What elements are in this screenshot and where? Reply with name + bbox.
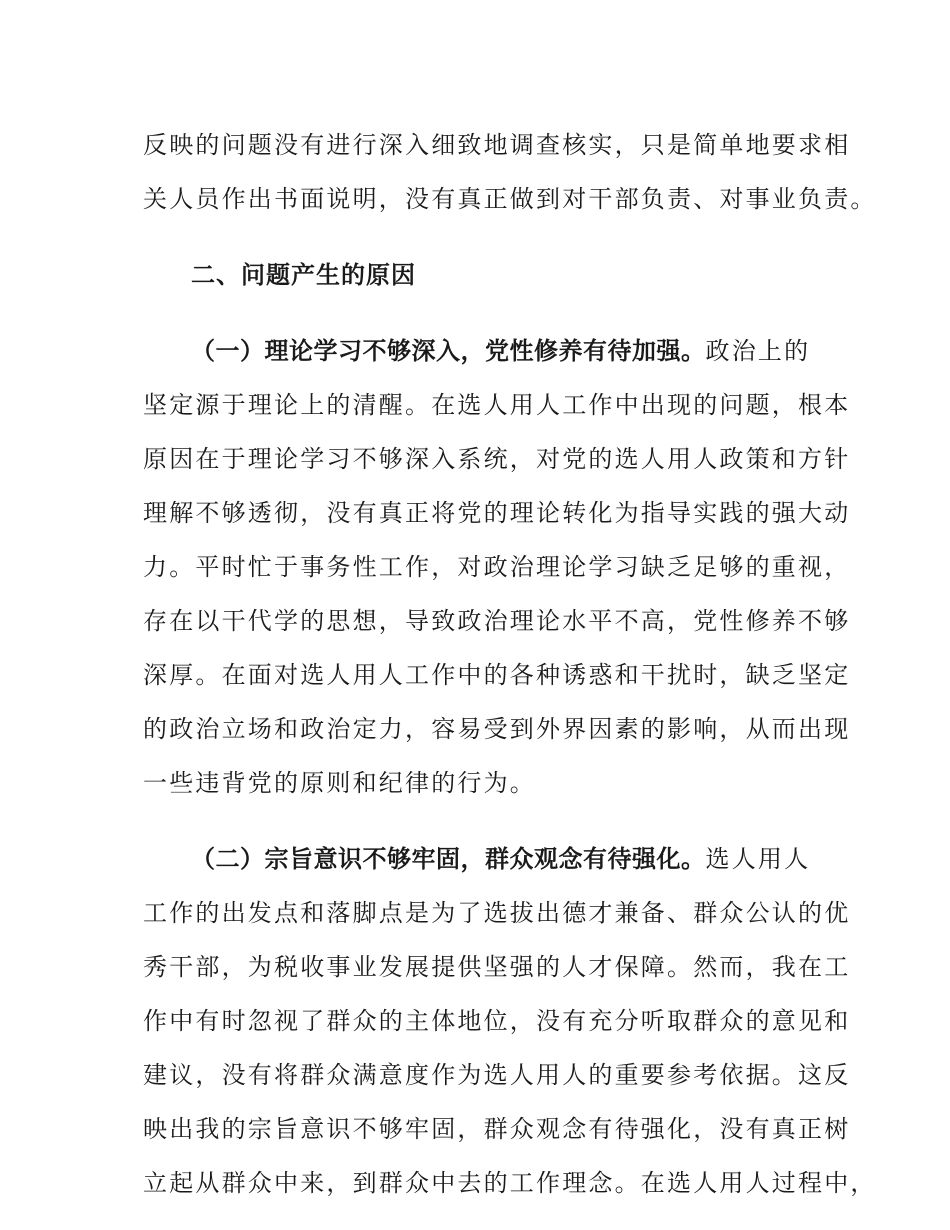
text-line: 坚定源于理论上的清醒。在选人用人工作中出现的问题，根本 [143,391,851,419]
text-line: 深厚。在面对选人用人工作中的各种诱惑和干扰时，缺乏坚定 [143,661,851,689]
paragraph-2-first-line: 选人用人 [705,845,811,873]
text-line: 秀干部，为税收事业发展提供坚强的人才保障。然而，我在工 [143,953,851,981]
paragraph-1-lead: （一）理论学习不够深入，党性修养有待加强。 [191,337,706,365]
text-line: 关人员作出书面说明，没有真正做到对干部负责、对事业负责。 [143,185,877,213]
text-line: 的政治立场和政治定力，容易受到外界因素的影响，从而出现 [143,715,851,743]
text-line: 映出我的宗旨意识不够牢固，群众观念有待强化，没有真正树 [143,1115,851,1143]
text-line: 原因在于理论学习不够深入系统，对党的选人用人政策和方针 [143,445,851,473]
text-line: 反映的问题没有进行深入细致地调查核实，只是简单地要求相 [143,131,851,159]
document-page [143,118,877,1210]
section-heading: 二、问题产生的原因 [191,261,416,289]
text-line: 立起从群众中来，到群众中去的工作理念。在选人用人过程中， [143,1169,877,1197]
paragraph-2 [143,832,877,1210]
paragraph-1 [143,324,851,810]
text-line: 理解不够透彻，没有真正将党的理论转化为指导实践的强大动 [143,499,851,527]
text-line: 力。平时忙于事务性工作，对政治理论学习缺乏足够的重视， [143,553,851,581]
text-line: 作中有时忽视了群众的主体地位，没有充分听取群众的意见和 [143,1007,851,1035]
text-line: 一些违背党的原则和纪律的行为。 [143,769,536,797]
paragraph-intro [143,118,877,226]
text-line: 建议，没有将群众满意度作为选人用人的重要参考依据。这反 [143,1061,851,1089]
paragraph-2-lead: （二）宗旨意识不够牢固，群众观念有待强化。 [191,845,706,873]
text-line [143,832,823,886]
text-line: 工作的出发点和落脚点是为了选拔出德才兼备、群众公认的优 [143,899,851,927]
text-line [143,324,823,378]
text-line: 存在以干代学的思想，导致政治理论水平不高，党性修养不够 [143,607,851,635]
paragraph-1-first-line: 政治上的 [705,337,811,365]
